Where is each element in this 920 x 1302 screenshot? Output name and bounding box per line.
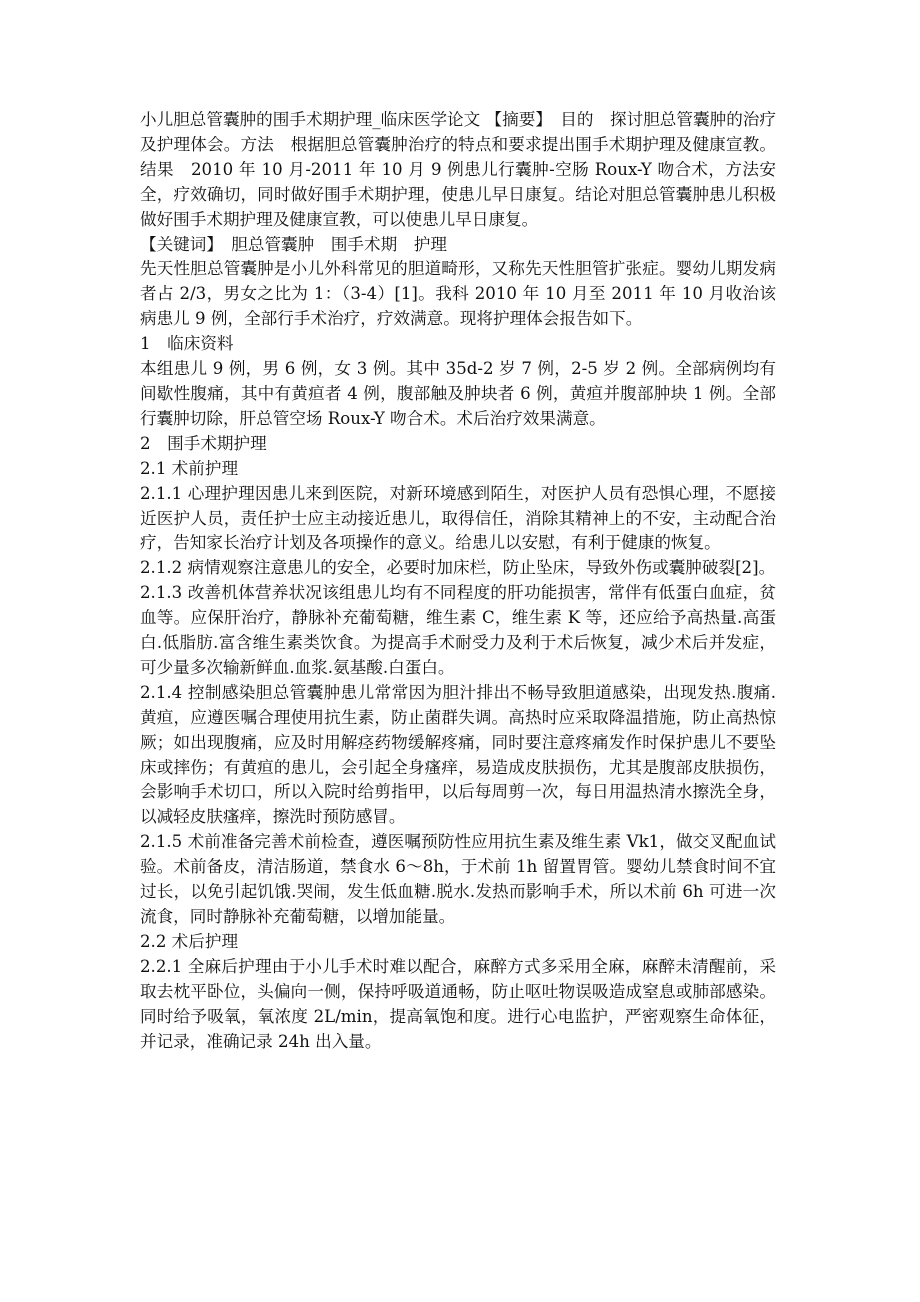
anesthesia-care-paragraph: 2.2.1 全麻后护理由于小儿手术时难以配合，麻醉方式多采用全麻，麻醉未清醒前，采取去枕平卧位，头偏向一侧，保持呼吸道通畅，防止呕吐物误吸造成窒息或肺部感染。同时给予吸氧，氧浓度 2L/min，提高氧饱和度。进行心电监护，严密观察生命体征，并记录，准确记录 24h 出入量。	[140, 956, 776, 1051]
section-heading-clinical-data: 1 临床资料	[140, 334, 234, 354]
infection-control-paragraph: 2.1.4 控制感染胆总管囊肿患儿常常因为胆汁排出不畅导致胆道感染，出现发热.腹痛.黄疸，应遵医嘱合理使用抗生素，防止菌群失调。高热时应采取降温措施，防止高热惊厥；如出现腹痛，应及时用解痉药物缓解疼痛，同时要注意疼痛发作时保护患儿不要坠床或摔伤；有黄疸的患儿，会引起全身瘙痒，易造成皮肤损伤，尤其是腹部皮肤损伤，会影响手术切口，所以入院时给剪指甲，以后每周剪一次，每日用温热清水擦洗全身，以减轻皮肤瘙痒，擦洗时预防感冒。	[140, 682, 776, 827]
intro-paragraph: 先天性胆总管囊肿是小儿外科常见的胆道畸形，又称先天性胆管扩张症。婴幼儿期发病者占 2/3，男女之比为 1：（3-4）[1]。我科 2010 年 10 月至 2011 年 10 月收治该病患儿 9 例，全部行手术治疗，疗效满意。现将护理体会报告如下。	[140, 259, 776, 329]
article-body	[140, 108, 776, 1054]
nutrition-paragraph: 2.1.3 改善机体营养状况该组患儿均有不同程度的肝功能损害，常伴有低蛋白血症，贫血等。应保肝治疗，静脉补充葡萄糖，维生素 C，维生素 K 等，还应给予高热量.高蛋白.低脂肪.富含维生素类饮食。为提高手术耐受力及利于术后恢复，减少术后并发症，可少量多次输新鲜血.血浆.氨基酸.白蛋白。	[140, 583, 776, 677]
keywords-paragraph: 【关键词】 胆总管囊肿 围手术期 护理	[140, 234, 447, 254]
condition-observation-paragraph: 2.1.2 病情观察注意患儿的安全，必要时加床栏，防止坠床，导致外伤或囊肿破裂[2]。	[140, 558, 776, 578]
abstract-paragraph: 小儿胆总管囊肿的围手术期护理_临床医学论文 【摘要】 目的 探讨胆总管囊肿的治疗及护理体会。方法 根据胆总管囊肿治疗的特点和要求提出围手术期护理及健康宣教。结果 2010 年 10 月-2011 年 10 月 9 例患儿行囊肿-空肠 Roux-Y 吻合术，方法安全，疗效确切，同时做好围手术期护理，使患儿早日康复。结论对胆总管囊肿患儿积极做好围手术期护理及健康宣教，可以使患儿早日康复。	[140, 110, 776, 229]
preoperative-preparation-paragraph: 2.1.5 术前准备完善术前检查，遵医嘱预防性应用抗生素及维生素 Vk1，做交叉配血试验。术前备皮，清洁肠道，禁食水 6～8h，于术前 1h 留置胃管。婴幼儿禁食时间不宜过长，以免引起饥饿.哭闹，发生低血糖.脱水.发热而影响手术，所以术前 6h 可进一次流食，同时静脉补充葡萄糖，以增加能量。	[140, 832, 776, 926]
clinical-data-paragraph: 本组患儿 9 例，男 6 例，女 3 例。其中 35d-2 岁 7 例，2-5 岁 2 例。全部病例均有间歇性腹痛，其中有黄疸者 4 例，腹部触及肿块者 6 例，黄疸并腹部肿块 1 例。全部行囊肿切除，肝总管空场 Roux-Y 吻合术。术后治疗效果满意。	[140, 359, 776, 428]
section-heading-perioperative-care: 2 围手术期护理	[140, 433, 267, 453]
subsection-heading-postoperative: 2.2 术后护理	[140, 931, 239, 951]
subsection-heading-preoperative: 2.1 术前护理	[140, 458, 239, 478]
psychological-care-paragraph: 2.1.1 心理护理因患儿来到医院，对新环境感到陌生，对医护人员有恐惧心理，不愿接近医护人员，责任护士应主动接近患儿，取得信任，消除其精神上的不安，主动配合治疗，告知家长治疗计划及各项操作的意义。给患儿以安慰，有利于健康的恢复。	[140, 483, 776, 553]
